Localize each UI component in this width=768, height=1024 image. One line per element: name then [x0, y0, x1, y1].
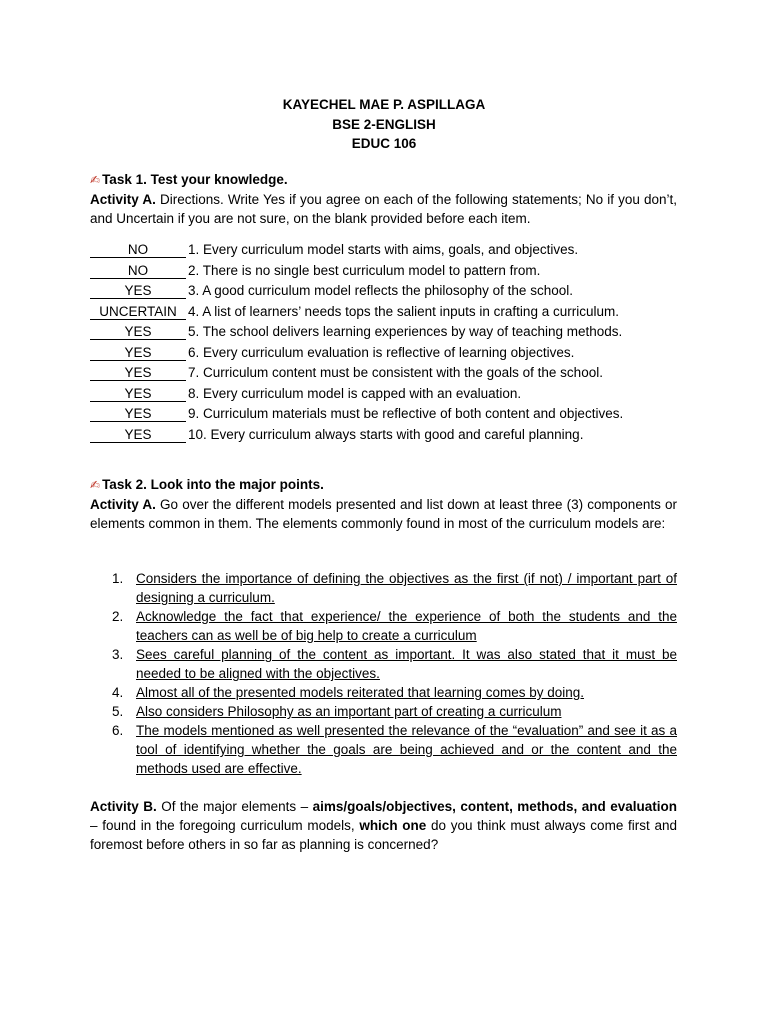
- list-text: Also considers Philosophy as an important part of creating a curriculum: [136, 704, 562, 719]
- list-text: Acknowledge the fact that experience/ the experience of both the students and the teachers can as well be of big help to create a curriculum: [136, 609, 677, 643]
- task1-directions: Directions. Write Yes if you agree on each of the following statements; No if you don’t, and Uncertain if you are not sure, on the blank provided before each item.: [90, 192, 677, 226]
- task2-activity-label: Activity A.: [90, 497, 156, 512]
- list-number: 5.: [112, 704, 124, 719]
- activity-b-text3: do you think must always come first and foremost before others in so far as planning is concerned?: [90, 818, 677, 852]
- answer-list: [90, 240, 690, 445]
- answer-blank: [90, 305, 186, 320]
- answer-value: YES: [124, 324, 152, 339]
- task1-directions-para: [90, 190, 677, 228]
- answer-blank: [90, 346, 186, 361]
- answer-value: NO: [127, 242, 149, 257]
- task1-title-line: [90, 170, 677, 190]
- answer-value: YES: [124, 344, 152, 360]
- list-text: Considers the importance of defining the objectives as the first (if not) / important part of designing a curriculum.: [136, 571, 677, 605]
- answer-row: [90, 425, 690, 446]
- answer-value: YES: [124, 385, 152, 401]
- list-item: [90, 721, 677, 778]
- answer-row: [90, 404, 690, 425]
- task2-directions: Go over the different models presented and list down at least three (3) components or elements common in them. The elements commonly found in most of the curriculum models are:: [90, 497, 677, 531]
- list-item: [90, 607, 677, 645]
- list-item: [90, 702, 677, 721]
- student-name: KAYECHEL MAE P. ASPILLAGA: [282, 97, 486, 112]
- list-item: [90, 683, 677, 702]
- statement-text: 6. Every curriculum evaluation is reflective of learning objectives.: [188, 344, 575, 360]
- answer-row: [90, 343, 690, 364]
- answer-value: YES: [124, 406, 152, 421]
- answer-row: [90, 240, 690, 261]
- statement-text: 1. Every curriculum model starts with aims, goals, and objectives.: [188, 242, 579, 257]
- list-number: 3.: [112, 647, 124, 662]
- activity-b-text2: – found in the foregoing curriculum models,: [90, 818, 360, 833]
- answer-row: [90, 302, 690, 323]
- answer-value: UNCERTAIN: [99, 303, 177, 319]
- list-number: 4.: [112, 685, 124, 700]
- answer-blank: [90, 284, 186, 299]
- statement-text: 9. Curriculum materials must be reflective of both content and objectives.: [188, 406, 624, 421]
- task2-directions-para: [90, 495, 677, 533]
- activity-b-label: Activity B.: [90, 799, 157, 814]
- answer-blank: [90, 428, 186, 443]
- list-item: [90, 645, 677, 683]
- subject-line: EDUC 106: [351, 136, 417, 151]
- answer-row: [90, 363, 690, 384]
- statement-text: 5. The school delivers learning experiences by way of teaching methods.: [188, 324, 623, 339]
- answer-blank: [90, 366, 186, 381]
- task2-title: Task 2. Look into the major points.: [102, 477, 324, 492]
- task1-activity-label: Activity A.: [90, 192, 156, 207]
- statement-text: 2. There is no single best curriculum model to pattern from.: [188, 262, 541, 278]
- statement-text: 10. Every curriculum always starts with good and careful planning.: [188, 426, 584, 442]
- answer-blank: [90, 387, 186, 402]
- answer-value: YES: [124, 365, 152, 380]
- statement-text: 8. Every curriculum model is capped with an evaluation.: [188, 385, 522, 401]
- pen-icon: ✍: [90, 478, 101, 492]
- statement-text: 4. A list of learners’ needs tops the salient inputs in crafting a curriculum.: [188, 303, 619, 319]
- document-header: [0, 95, 768, 154]
- common-elements-list: [90, 569, 677, 778]
- answer-blank: [90, 243, 186, 258]
- activity-b-bold2: which one: [359, 818, 427, 833]
- statement-text: 7. Curriculum content must be consistent with the goals of the school.: [188, 365, 603, 380]
- list-item: [90, 569, 677, 607]
- pen-icon: ✍: [90, 173, 101, 187]
- task1-title: Task 1. Test your knowledge.: [102, 172, 288, 187]
- answer-blank: [90, 407, 186, 422]
- list-number: 1.: [112, 571, 124, 586]
- list-text: Almost all of the presented models reiterated that learning comes by doing.: [136, 685, 584, 700]
- list-number: 2.: [112, 609, 124, 624]
- answer-row: [90, 322, 690, 343]
- answer-value: NO: [127, 262, 149, 278]
- course-line: BSE 2-ENGLISH: [332, 116, 436, 132]
- answer-blank: [90, 264, 186, 279]
- answer-row: [90, 281, 690, 302]
- task2-section: [90, 475, 677, 533]
- list-text: Sees careful planning of the content as important. It was also stated that it must be needed to be aligned with the objectives.: [136, 647, 677, 681]
- activity-b-bold1: aims/goals/objectives, content, methods, and evaluation: [312, 799, 677, 814]
- answer-value: YES: [124, 426, 152, 442]
- list-number: 6.: [112, 723, 124, 738]
- activity-b-text1: Of the major elements –: [156, 799, 313, 814]
- activity-b-section: [90, 797, 677, 854]
- task2-title-line: [90, 475, 677, 495]
- answer-row: [90, 261, 690, 282]
- answer-value: YES: [124, 283, 152, 298]
- statement-text: 3. A good curriculum model reflects the philosophy of the school.: [188, 283, 573, 298]
- answer-blank: [90, 325, 186, 340]
- answer-row: [90, 384, 690, 405]
- list-text: The models mentioned as well presented the relevance of the “evaluation” and see it as a tool of identifying whether the goals are being achieved and or the content and the methods used are effective.: [136, 723, 677, 776]
- task1-section: [90, 170, 677, 228]
